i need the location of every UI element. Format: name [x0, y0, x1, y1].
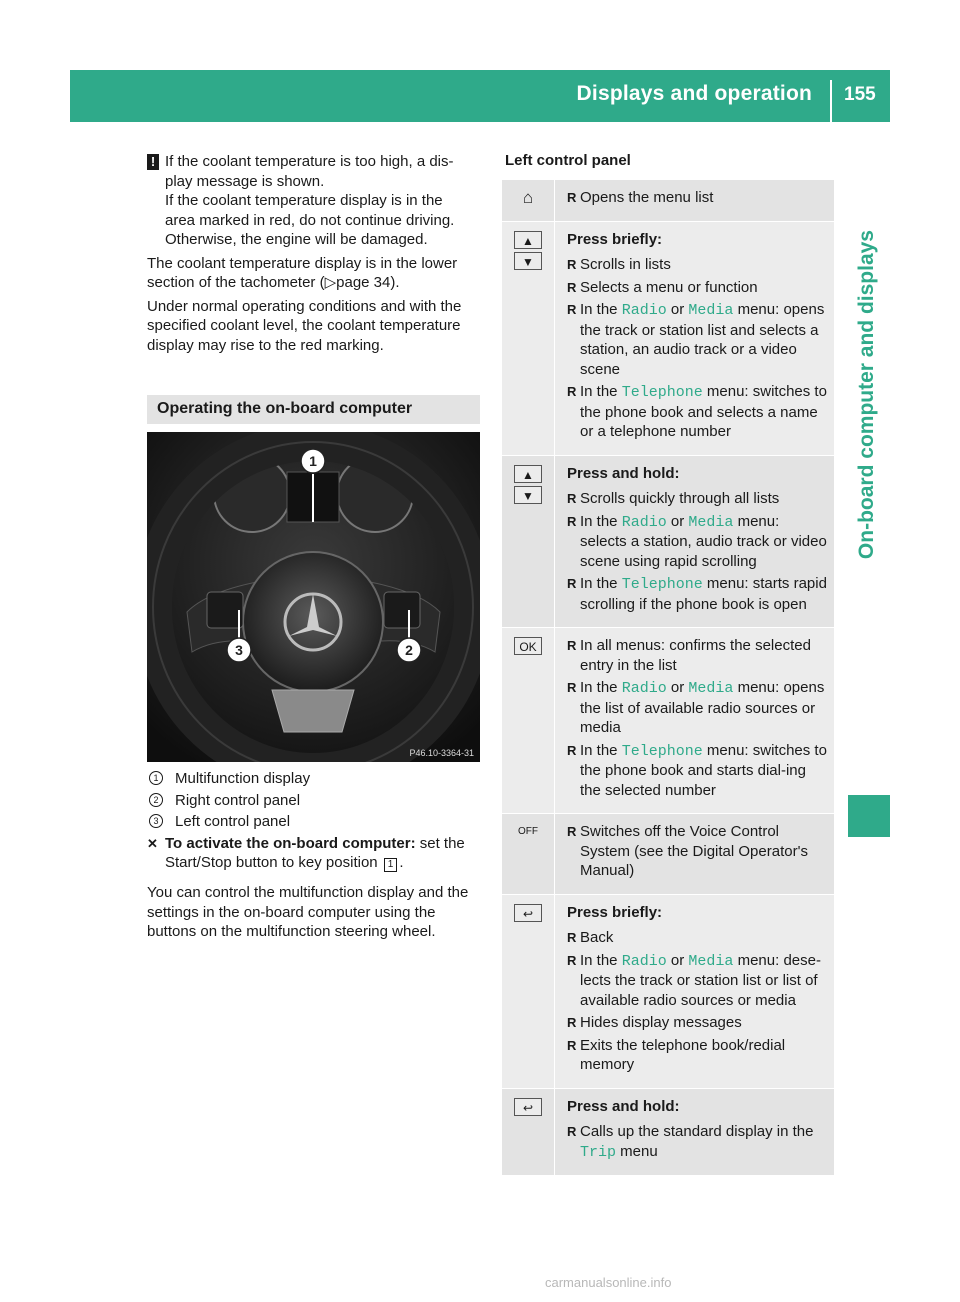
section-title: Operating the on-board computer — [157, 400, 413, 417]
page-number: 155 — [844, 84, 876, 105]
key-position-icon: 1 — [384, 858, 398, 872]
row-heading: Press and hold: — [567, 1097, 680, 1115]
steering-wheel-photo — [147, 432, 480, 762]
list-item: R In the Telephone menu: starts rapid scrolling if the phone book is open — [567, 575, 827, 613]
list-item: R Hides display messages — [567, 1014, 742, 1031]
home-icon: ⌂ — [522, 188, 534, 207]
list-item: R Opens the menu list — [567, 189, 714, 206]
warning-note — [147, 152, 482, 250]
photo-callout-3: 3 — [235, 642, 243, 658]
table-row — [502, 895, 834, 1089]
photo-callout-1: 1 — [309, 453, 317, 469]
down-arrow-icon: ▼ — [514, 252, 542, 270]
ok-button-icon: OK — [514, 637, 542, 655]
instruction-step: ✕ To activate the on-board computer: set the Start/Stop button to key position 1 . — [147, 834, 465, 871]
row-heading: Press briefly: — [567, 903, 663, 921]
voice-control-off-icon: OFF — [518, 826, 538, 837]
page-header — [70, 70, 890, 122]
legend-item: 3 Left control panel — [147, 811, 482, 833]
list-item: R In the Radio or Media menu: opens the track or station list and selects a station, an audio track or a video scene — [567, 301, 825, 378]
page-ref-icon: ▷ — [324, 274, 337, 291]
warning-line: area marked in red, do not continue driving. — [165, 211, 455, 229]
up-arrow-icon: ▲ — [514, 231, 542, 249]
list-item: R Calls up the standard display in the Trip menu — [567, 1123, 814, 1161]
list-item: R Back — [567, 929, 614, 946]
header-title: Displays and operation — [576, 82, 812, 105]
warning-icon: ! — [147, 154, 159, 170]
paragraph-coolant-location: The coolant temperature display is in the lower section of the tachometer (▷page 34). — [147, 254, 458, 291]
legend-item: 1 Multifunction display — [147, 768, 482, 790]
left-column — [147, 152, 482, 359]
section-heading-bar — [147, 395, 480, 424]
list-item: R Scrolls in lists — [567, 256, 671, 273]
up-arrow-icon: ▲ — [514, 465, 542, 483]
page-ref-link[interactable]: page 34 — [336, 274, 391, 291]
side-tab-label: On-board computer and displays — [855, 230, 878, 560]
list-item: R Exits the telephone book/redial memory — [567, 1036, 786, 1073]
steering-wheel-illustration — [147, 432, 480, 762]
list-item: R In the Radio or Media menu: selects a station, audio track or video scene using rapid scrolling — [567, 512, 827, 570]
side-tab-marker — [848, 795, 890, 837]
watermark: carmanualsonline.info — [545, 1275, 672, 1290]
list-item: R In the Radio or Media menu: dese-lects the track or station list or list of available radio sources or media — [567, 951, 821, 1009]
paragraph-control-info: You can control the multifunction display and the settings in the on-board computer using the buttons on the multifunction steering wheel. — [147, 884, 469, 940]
list-item: R In the Telephone menu: switches to the phone book and starts dial-ing the selected number — [567, 741, 827, 799]
warning-line: play message is shown. — [165, 172, 325, 190]
table-row — [502, 628, 834, 814]
list-item: R In the Telephone menu: switches to the phone book and selects a name or a telephone number — [567, 383, 827, 440]
table-row — [502, 1089, 834, 1177]
back-icon: ↩ — [514, 904, 542, 922]
table-row — [502, 180, 834, 222]
list-item: R Selects a menu or function — [567, 278, 758, 296]
list-item: R In the Radio or Media menu: opens the list of available radio sources or media — [567, 679, 825, 736]
header-divider — [830, 80, 832, 122]
table-row — [502, 456, 834, 629]
left-control-panel-table — [502, 180, 834, 1176]
photo-legend — [147, 768, 482, 873]
table-row — [502, 814, 834, 895]
list-item: R Switches off the Voice Control System (see the Digital Operator's Manual) — [567, 823, 808, 879]
photo-code: P46.10-3364-31 — [409, 748, 474, 758]
step-arrow-icon: ✕ — [147, 835, 158, 851]
photo-callout-2: 2 — [405, 642, 413, 658]
row-heading: Press and hold: — [567, 464, 680, 482]
back-icon: ↩ — [514, 1098, 542, 1116]
warning-line: If the coolant temperature is too high, a dis- — [165, 153, 454, 170]
warning-line: If the coolant temperature display is in the — [165, 192, 443, 209]
paragraph-normal-conditions: Under normal operating conditions and with the specified coolant level, the coolant temperature display may rise to the red marking. — [147, 297, 462, 354]
down-arrow-icon: ▼ — [514, 486, 542, 504]
table-title: Left control panel — [505, 152, 631, 169]
legend-item: 2 Right control panel — [147, 790, 482, 812]
row-heading: Press briefly: — [567, 230, 663, 248]
table-row — [502, 222, 834, 456]
list-item: R In all menus: confirms the selected entry in the list — [567, 637, 811, 674]
warning-line: Otherwise, the engine will be damaged. — [165, 231, 428, 248]
list-item: R Scrolls quickly through all lists — [567, 490, 780, 507]
